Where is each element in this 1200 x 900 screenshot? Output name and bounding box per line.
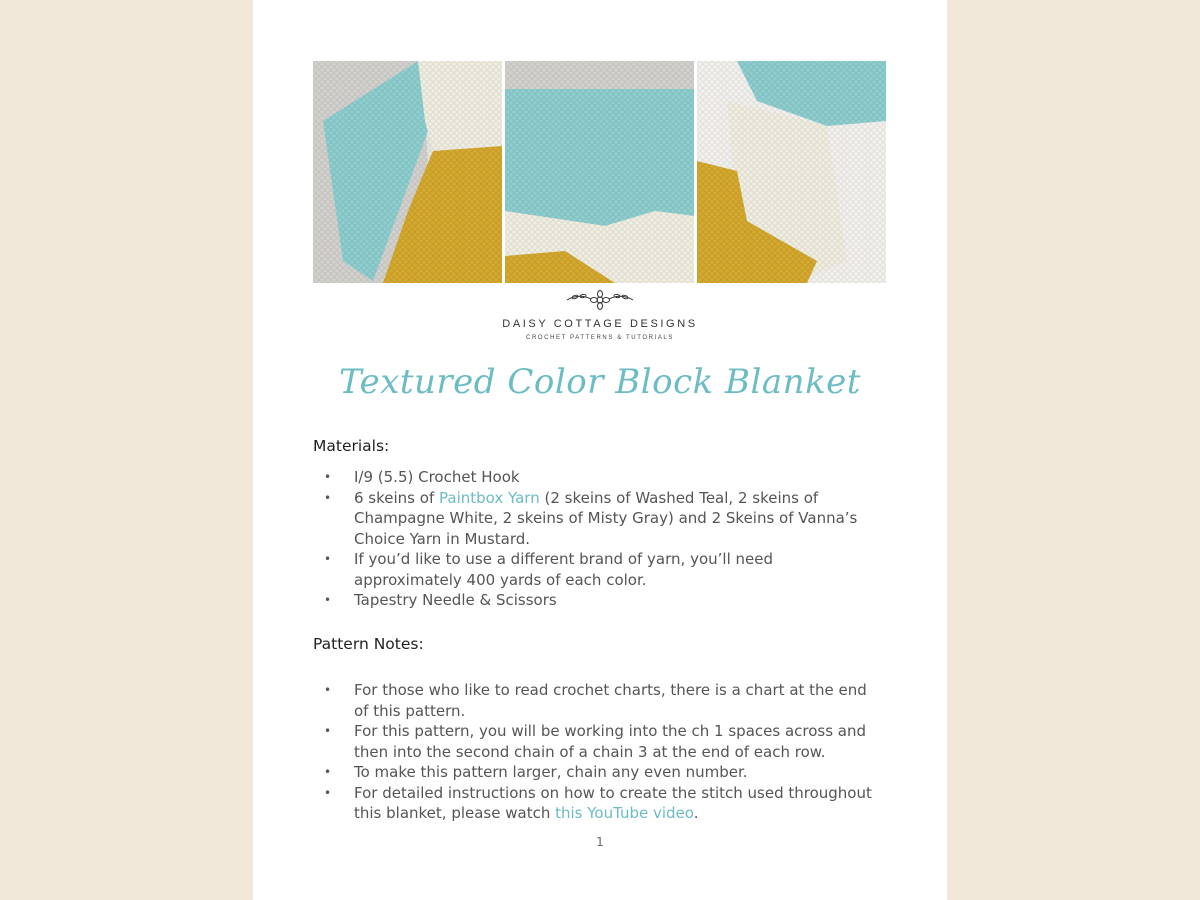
photo-strip: [313, 61, 886, 283]
list-item-text: I/9 (5.5) Crochet Hook: [354, 468, 520, 486]
list-item: [313, 721, 873, 762]
pattern-notes-heading: Pattern Notes:: [313, 635, 424, 653]
list-item: [313, 488, 873, 550]
brand-tagline: CROCHET PATTERNS & TUTORIALS: [526, 335, 674, 341]
brand-name: DAISY COTTAGE DESIGNS: [502, 318, 698, 330]
list-item-text: 6 skeins of: [354, 488, 439, 507]
list-item-text: To make this pattern larger, chain any even number.: [354, 763, 748, 781]
list-item: [313, 467, 873, 488]
pattern-title: Textured Color Block Blanket: [339, 362, 861, 402]
list-item-text: Tapestry Needle & Scissors: [354, 591, 557, 609]
document-page: [253, 0, 947, 900]
materials-heading: Materials:: [313, 437, 390, 455]
list-item: [313, 762, 873, 783]
list-item: [313, 549, 873, 590]
list-item-text: For those who like to read crochet charts, there is a chart at the end of this pattern.: [354, 681, 867, 720]
pattern-notes-list: [313, 680, 873, 824]
daisy-wreath-icon: [565, 289, 635, 311]
blanket-photo-1: [313, 61, 502, 283]
list-item-text: For this pattern, you will be working into the ch 1 spaces across and then into the second chain of a chain 3 at the end of each row.: [354, 722, 867, 761]
list-item: [313, 590, 873, 611]
blanket-photo-2: [505, 61, 694, 283]
page-number: 1: [596, 835, 604, 849]
youtube-video-link[interactable]: this YouTube video: [555, 804, 694, 822]
list-item-text: For detailed instructions on how to create the stitch used throughout this blanket, please watch: [354, 783, 872, 822]
list-item-text: .: [693, 804, 699, 822]
list-item: [313, 783, 873, 824]
materials-list: [313, 467, 873, 611]
list-item-text: If you’d like to use a different brand of yarn, you’ll need approximately 400 yards of each color.: [354, 550, 773, 589]
list-item: [313, 680, 873, 721]
paintbox-yarn-link[interactable]: Paintbox Yarn: [439, 488, 540, 507]
blanket-photo-3: [697, 61, 886, 283]
list-item-text: (2 skeins of Washed Teal, 2 skeins of Champagne White, 2 skeins of Misty Gray) and 2 Skeins of Vanna’s Choice Yarn in Mustard.: [354, 488, 858, 548]
